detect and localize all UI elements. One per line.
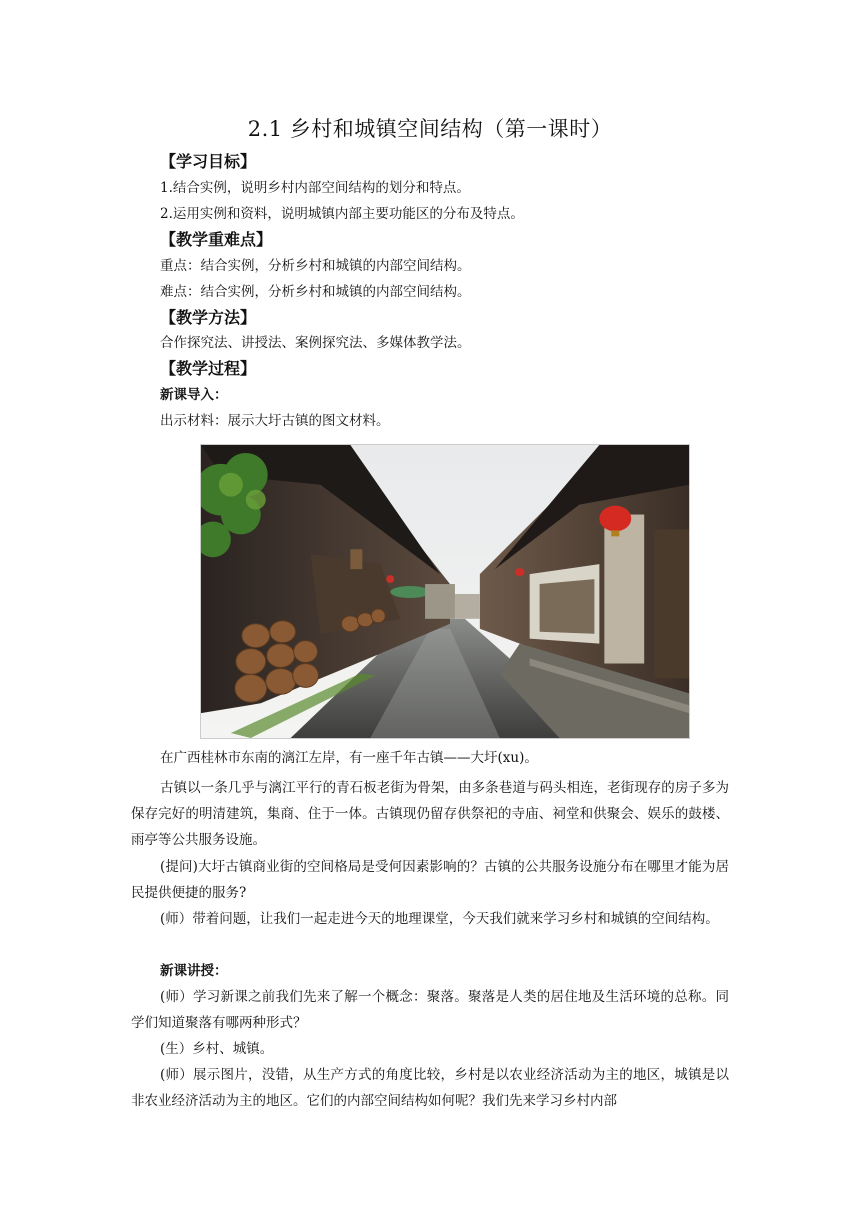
heading-teaching-process: 【教学过程】 [160,359,257,378]
paragraph-5: (师）学习新课之前我们先来了解一个概念：聚落。聚落是人类的居住地及生活环境的总称。同学们知道聚落有哪两种形式？ [131,989,729,1031]
page-title: 2.1 乡村和城镇空间结构（第一课时） [247,117,613,141]
paragraph-3-question: (提问)大圩古镇商业街的空间格局是受何因素影响的？古镇的公共服务设施分布在哪里才能为居民提供便捷的服务? [131,859,729,901]
daxu-town-photo [200,444,690,739]
paragraph-7: (师）展示图片，没错，从生产方式的角度比较，乡村是以农业经济活动为主的地区，城镇是以非农业经济活动为主的地区。它们的内部空间结构如何呢？我们先来学习乡村内部 [131,1067,729,1109]
heading-learning-goals: 【学习目标】 [160,152,257,171]
goal-2: 2.运用实例和资料，说明城镇内部主要功能区的分布及特点。 [160,206,524,222]
paragraph-4: (师）带着问题，让我们一起走进今天的地理课堂，今天我们就来学习乡村和城镇的空间结构。 [160,911,719,927]
heading-key-points: 【教学重难点】 [160,230,273,249]
key-point: 重点：结合实例，分析乡村和城镇的内部空间结构。 [160,258,471,274]
paragraph-1: 在广西桂林市东南的漓江左岸，有一座千年古镇——大圩(xu)。 [160,750,538,766]
goal-1: 1.结合实例，说明乡村内部空间结构的划分和特点。 [160,180,470,196]
subheading-lecture: 新课讲授： [160,963,228,979]
show-material: 出示材料：展示大圩古镇的图文材料。 [160,413,390,429]
paragraph-6: (生）乡村、城镇。 [160,1041,274,1057]
subheading-intro: 新课导入： [160,387,228,403]
difficult-point: 难点：结合实例，分析乡村和城镇的内部空间结构。 [160,284,471,300]
heading-teaching-methods: 【教学方法】 [160,308,257,327]
teaching-methods: 合作探究法、讲授法、案例探究法、多媒体教学法。 [160,335,471,351]
paragraph-2: 古镇以一条几乎与漓江平行的青石板老街为骨架，由多条巷道与码头相连，老街现存的房子多为保存完好的明清建筑，集商、住于一体。古镇现仍留存供祭祀的寺庙、祠堂和供聚会、娱乐的鼓楼、雨亭等公共服务设施。 [131,780,729,848]
